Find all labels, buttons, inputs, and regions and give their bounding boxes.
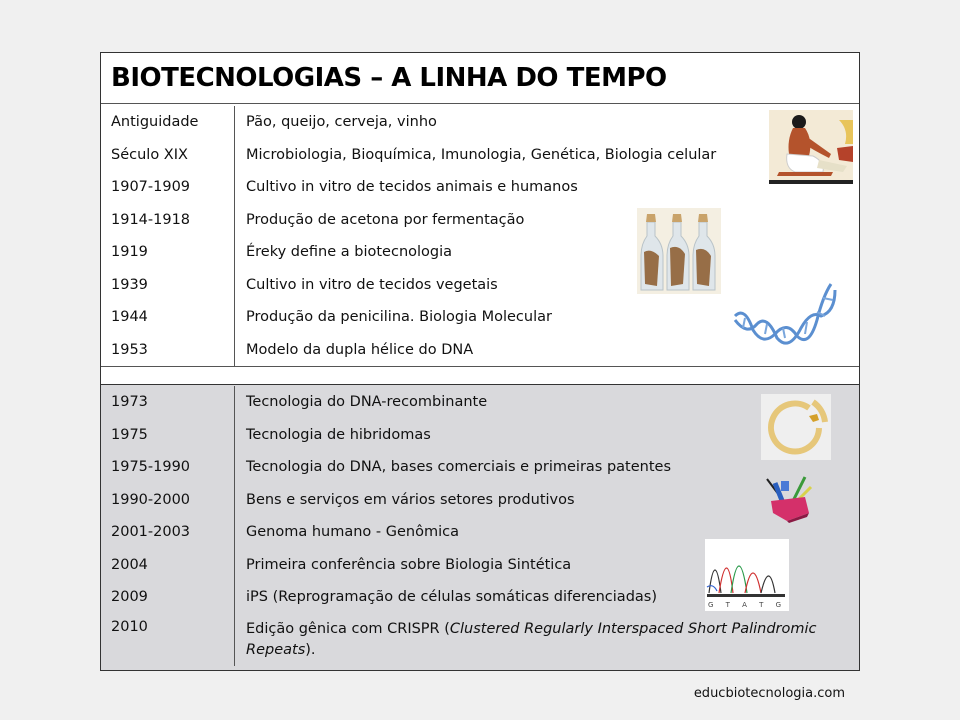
date-cell: 1990-2000 [101,484,235,517]
event-cell: Microbiologia, Bioquímica, Imunologia, Genética, Biologia celular [246,146,717,163]
date-cell: 1944 [101,301,235,334]
date-cell: 2001-2003 [101,516,235,549]
event-cell: Tecnologia de hibridomas [246,426,431,443]
date-cell: 1907-1909 [101,171,235,204]
event-cell [235,614,859,661]
date-cell: 1973 [101,386,235,419]
event-cell: Éreky define a biotecnologia [246,244,453,261]
date-cell: 1914-1918 [101,204,235,237]
event-text-italic: Clustered Regularly Interspaced Short Palindromic Repeats [246,620,817,658]
table-row [101,204,859,237]
date-cell: 1975-1990 [101,451,235,484]
page-title: BIOTECNOLOGIAS – A LINHA DO TEMPO [101,53,859,104]
table-row [101,451,859,484]
table-row [101,171,859,204]
event-cell: Cultivo in vitro de tecidos vegetais [246,276,498,293]
event-text: ). [305,641,316,658]
table-row [101,106,859,139]
plasmid-icon [761,394,831,460]
toolbox-icon [761,473,815,523]
section-divider [101,366,859,384]
table-row [101,484,859,517]
date-cell: 1919 [101,236,235,269]
table-row [101,614,859,666]
dna-helix-icon [731,276,841,362]
event-text: Edição gênica com CRISPR ( [246,620,450,637]
event-cell: Produção de acetona por fermentação [246,211,525,228]
event-cell: Cultivo in vitro de tecidos animais e humanos [246,179,578,196]
table-row [101,386,859,419]
table-row [101,236,859,269]
timeline-section-modern [101,384,859,670]
event-cell: Primeira conferência sobre Biologia Sintética [246,556,572,573]
dna-sequencing-chromatogram-icon [705,539,789,611]
event-cell: Pão, queijo, cerveja, vinho [246,114,437,131]
date-cell: 1975 [101,419,235,452]
table-row [101,419,859,452]
table-row [101,139,859,172]
svg-text:G T A T G: G T A T G [707,601,787,609]
event-cell: iPS (Reprogramação de células somáticas diferenciadas) [246,589,657,606]
footer-source: educbiotecnologia.com [693,686,845,701]
date-cell: 1939 [101,269,235,302]
event-cell: Bens e serviços em vários setores produtivos [246,491,575,508]
event-cell: Modelo da dupla hélice do DNA [246,341,474,358]
date-cell: Antiguidade [101,106,235,139]
date-cell: 2010 [101,614,235,666]
egyptian-baker-icon [769,110,853,184]
timeline-table [100,52,860,671]
date-cell: 2004 [101,549,235,582]
date-cell: Século XIX [101,139,235,172]
event-cell: Tecnologia do DNA, bases comerciais e primeiras patentes [246,459,672,476]
date-cell: 2009 [101,581,235,614]
event-cell: Genoma humano - Genômica [246,524,459,541]
date-cell: 1953 [101,334,235,367]
fermentation-bottles-icon [637,208,721,294]
event-cell: Tecnologia do DNA-recombinante [246,394,488,411]
event-cell: Produção da penicilina. Biologia Molecular [246,309,552,326]
timeline-section-early [101,104,859,366]
